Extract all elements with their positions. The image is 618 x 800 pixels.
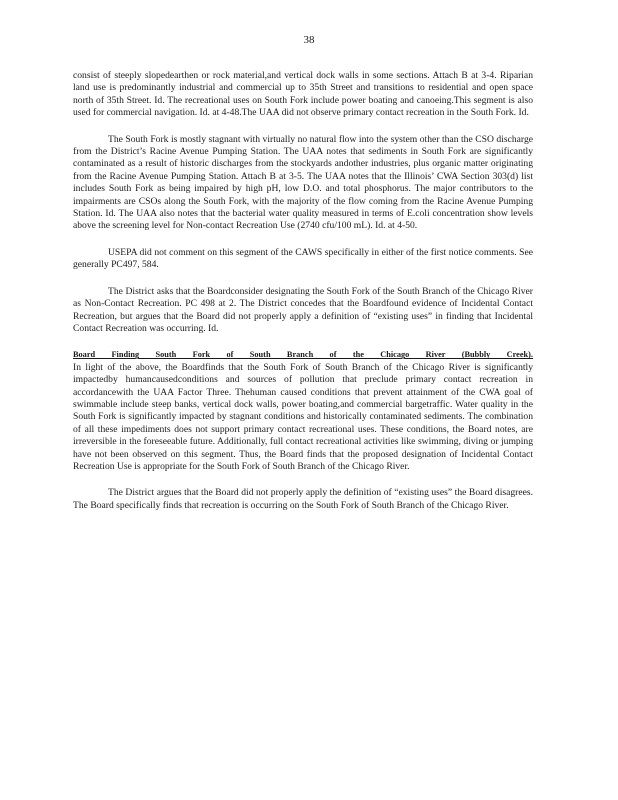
paragraph-usepa-comment: USEPA did not comment on this segment of the CAWS specifically in either of the first notice comments. See generally PC497, 584. <box>73 246 533 271</box>
paragraph-south-fork-stagnant: The South Fork is mostly stagnant with virtually no natural flow into the system other than the CSO discharge from the District’s Racine Avenue Pumping Station. The UAA notes that sediments in South Fork are significantly contaminated as a result of historic discharges from the stockyards andother industries, plus organic matter originating from the Racine Avenue Pumping Station. Attach B at 3-5. The UAA notes that the Illinois’ CWA Section 303(d) list includes South Fork as being impaired by high pH, low D.O. and total phosphorus. The major contributors to the impairments are CSOs along the South Fork, with the majority of the flow coming from the Racine Avenue Pumping Station. Id. The UAA also notes that the bacterial water quality measured in terms of E.coli concentration show levels above the screening level for Non-contact Recreation Use (2740 cfu/100 mL). Id. at 4-50. <box>73 133 533 232</box>
paragraph-existing-uses: The District argues that the Board did not properly apply the definition of “existing uses” the Board disagrees. The Board specifically finds that recreation is occurring on the South Fork of South Branch of the Chicago River. <box>73 487 533 511</box>
section-heading-board-finding: Board Finding South Fork of South Branch of the Chicago River (Bubbly Creek). <box>73 350 533 360</box>
paragraph-district-request: The District asks that the Boardconsider designating the South Fork of the South Branch of the Chicago River as Non-Contact Recreation. PC 498 at 2. The District concedes that the Boardfound evidence of Incidental Contact Recreation, but argues that the Board did not properly apply a definition of “existing uses” in finding that Incidental Contact Recreation was occurring. Id. <box>73 285 533 334</box>
paragraph-riparian-land-use: consist of steeply slopedearthen or rock material,and vertical dock walls in some sections. Attach B at 3-4. Riparian land use is predominantly industrial and commercial up to 35th Street and transitions to residential and open space north of 35th Street. Id. The recreational uses on South Fork include power boating and canoeing.This segment is also used for commercial navigation. Id. at 4-48.The UAA did not observe primary contact recreation in the South Fork. Id. <box>73 70 533 119</box>
document-body <box>73 70 533 526</box>
page-number: 38 <box>303 34 315 46</box>
paragraph-board-finding: In light of the above, the Boardfinds that the South Fork of South Branch of the Chicago River is significantly impactedby humancausedconditions and sources of pollution that preclude primary contact recreation in accordancewith the UAA Factor Three. Thehuman caused conditions that prevent attainment of the CWA goal of swimmable include steep banks, vertical dock walls, power boating,and commercial bargetraffic. Water quality in the South Fork is significantly impacted by stagnant conditions and historically contaminated sediments. The combination of all these impediments does not support primary contact recreational uses. These conditions, the Board notes, are irreversible in the foreseeable future. Additionally, full contact recreational activities like swimming, diving or jumping have not been observed on this segment. Thus, the Board finds that the proposed designation of Incidental Contact Recreation Use is appropriate for the South Fork of South Branch of the Chicago River. <box>73 361 533 472</box>
